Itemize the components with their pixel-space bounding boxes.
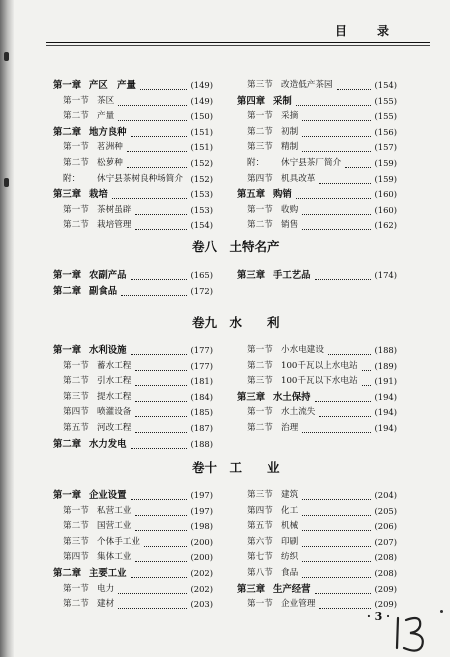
toc-section-entry[interactable]	[237, 405, 397, 421]
dot-leader	[127, 150, 187, 152]
entry-label: 第三章	[237, 391, 266, 403]
entry-title: 松萝种	[97, 157, 123, 168]
entry-label: 第二节	[247, 126, 273, 137]
dot-leader	[135, 560, 187, 562]
entry-title: 电力	[97, 583, 115, 594]
dot-leader	[140, 88, 187, 90]
dot-leader	[118, 119, 187, 121]
dot-leader	[302, 514, 371, 516]
toc-section-entry[interactable]	[237, 519, 397, 535]
entry-title: 国营工业	[97, 521, 132, 532]
toc-chapter-entry[interactable]	[237, 390, 397, 406]
entry-label: 第一节	[247, 111, 273, 122]
toc-column	[237, 268, 397, 284]
entry-title: 机械	[281, 521, 299, 532]
entry-label: 第二章	[53, 285, 82, 297]
toc-section-entry[interactable]	[237, 550, 397, 566]
toc-column	[53, 268, 213, 299]
entry-title: 蓄水工程	[97, 360, 132, 371]
entry-title: 栽培	[89, 189, 108, 201]
entry-label: 第五节	[247, 521, 273, 532]
entry-page: (197)	[190, 505, 213, 516]
entry-page: (162)	[374, 220, 397, 231]
entry-page: (150)	[190, 111, 213, 122]
toc-section-entry[interactable]	[237, 203, 397, 219]
entry-label: 第二节	[63, 220, 89, 231]
dot-leader	[135, 400, 187, 402]
entry-label: 第三节	[247, 80, 273, 90]
entry-title: 销售	[281, 220, 299, 231]
toc-section-entry[interactable]	[53, 421, 213, 437]
toc-chapter-entry[interactable]	[53, 437, 213, 453]
toc-section-entry[interactable]	[237, 78, 397, 94]
dot-leader	[302, 431, 371, 433]
entry-page: (177)	[190, 360, 213, 371]
dot-leader	[135, 529, 187, 531]
entry-page: (207)	[374, 536, 397, 547]
toc-chapter-entry[interactable]	[53, 488, 213, 504]
entry-title: 100千瓦以上水电站	[281, 360, 358, 371]
entry-label: 第五节	[63, 422, 89, 433]
toc-section-entry[interactable]	[53, 374, 213, 390]
dot-leader	[345, 166, 371, 168]
entry-label: 附：	[63, 173, 81, 184]
entry-title: 手工艺品	[273, 270, 311, 281]
toc-section-entry[interactable]	[53, 535, 213, 551]
entry-label: 第一节	[247, 407, 273, 418]
entry-page: (159)	[374, 157, 397, 168]
entry-label: 第一节	[63, 142, 89, 153]
entry-page: (174)	[374, 270, 397, 280]
dot-leader	[302, 576, 371, 578]
entry-page: (194)	[374, 391, 397, 402]
dot-leader	[131, 278, 187, 280]
page-mark-dot	[440, 610, 443, 613]
entry-label: 第二章	[53, 126, 82, 138]
entry-page: (154)	[374, 80, 397, 90]
toc-chapter-entry[interactable]	[53, 78, 213, 94]
entry-title: 水土保持	[273, 391, 311, 403]
entry-title: 茶树虽辟	[97, 204, 132, 215]
entry-page: (154)	[190, 220, 213, 231]
entry-title: 提水工程	[97, 391, 132, 402]
toc-section-entry[interactable]	[53, 109, 213, 125]
handwritten-page-mark	[392, 612, 432, 654]
toc-section-entry[interactable]	[53, 359, 213, 375]
entry-label: 第一节	[247, 599, 273, 610]
toc-chapter-entry[interactable]	[53, 343, 213, 359]
entry-page: (159)	[374, 173, 397, 184]
entry-title: 产量	[97, 111, 115, 122]
entry-title: 引水工程	[97, 376, 132, 387]
entry-page: (203)	[190, 599, 213, 610]
entry-label: 第一节	[63, 583, 89, 594]
entry-page: (200)	[190, 552, 213, 563]
toc-section-entry[interactable]	[237, 359, 397, 375]
dot-leader	[302, 545, 371, 547]
toc-chapter-entry[interactable]	[237, 94, 397, 110]
entry-title: 购销	[273, 189, 292, 201]
entry-label: 第一节	[63, 505, 89, 516]
entry-label: 第一章	[53, 490, 82, 501]
toc-section-entry[interactable]	[53, 504, 213, 520]
entry-page: (160)	[374, 204, 397, 215]
entry-page: (149)	[190, 95, 213, 106]
dot-leader	[302, 213, 371, 215]
header-rule	[46, 42, 430, 43]
entry-page: (155)	[374, 95, 397, 106]
entry-label: 第一节	[63, 360, 89, 371]
entry-page: (202)	[190, 583, 213, 594]
toc-section-entry[interactable]	[237, 109, 397, 125]
dot-leader	[302, 119, 371, 121]
dot-leader	[337, 88, 371, 90]
entry-title: 集体工业	[97, 552, 132, 563]
entry-label: 第三节	[63, 391, 89, 402]
binding-hole	[4, 52, 9, 61]
toc-section-entry[interactable]	[53, 390, 213, 406]
entry-page: (151)	[190, 142, 213, 153]
entry-label: 第六节	[247, 536, 273, 547]
toc-section-entry[interactable]	[237, 140, 397, 156]
entry-label: 第一节	[63, 95, 89, 106]
entry-page: (188)	[374, 345, 397, 355]
toc-section-entry[interactable]	[53, 597, 213, 613]
toc-column	[237, 488, 397, 613]
entry-label: 第三节	[63, 536, 89, 547]
dot-leader	[127, 166, 187, 168]
entry-title: 收购	[281, 204, 299, 215]
toc-section-entry[interactable]	[53, 140, 213, 156]
entry-page: (157)	[374, 142, 397, 153]
entry-page: (202)	[190, 567, 213, 578]
dot-leader	[131, 353, 187, 355]
toc-section-entry[interactable]	[53, 550, 213, 566]
entry-label: 第一节	[247, 204, 273, 215]
toc-chapter-entry[interactable]	[53, 187, 213, 203]
toc-section-entry[interactable]	[53, 156, 213, 172]
entry-title: 100千瓦以下水电站	[281, 376, 358, 387]
entry-title: 河改工程	[97, 422, 132, 433]
entry-title: 小水电建设	[281, 345, 324, 355]
entry-label: 第二节	[63, 521, 89, 532]
entry-title: 水力发电	[89, 438, 127, 450]
dot-leader	[362, 369, 371, 371]
entry-page: (208)	[374, 567, 397, 578]
toc-section-entry[interactable]	[237, 535, 397, 551]
entry-page: (153)	[190, 189, 213, 200]
entry-title: 纺织	[281, 552, 299, 563]
dot-leader	[328, 353, 371, 355]
entry-page: (152)	[190, 157, 213, 168]
page-spine-shadow	[0, 0, 14, 657]
entry-title: 企业管理	[281, 599, 316, 610]
entry-page: (198)	[190, 521, 213, 532]
entry-page: (204)	[374, 490, 397, 500]
dot-leader	[131, 447, 187, 449]
dot-leader	[302, 135, 371, 137]
dot-leader	[302, 498, 371, 500]
entry-label: 第五章	[237, 189, 266, 201]
entry-page: (209)	[374, 599, 397, 610]
entry-page: (151)	[190, 126, 213, 137]
entry-page: (208)	[374, 552, 397, 563]
entry-title: 精制	[281, 142, 299, 153]
toc-chapter-entry[interactable]	[237, 582, 397, 598]
entry-page: (197)	[190, 490, 213, 500]
entry-page: (172)	[190, 285, 213, 296]
entry-page: (200)	[190, 536, 213, 547]
toc-section-entry[interactable]	[53, 582, 213, 598]
entry-page: (185)	[190, 407, 213, 418]
toc-column	[237, 78, 397, 234]
entry-label: 第二节	[247, 422, 273, 433]
entry-title: 治理	[281, 422, 299, 433]
toc-section-entry[interactable]	[53, 405, 213, 421]
dot-leader	[135, 369, 187, 371]
entry-label: 第二节	[63, 157, 89, 168]
entry-label: 第二章	[53, 438, 82, 450]
toc-section-entry[interactable]	[237, 343, 397, 359]
entry-page: (189)	[374, 360, 397, 371]
entry-title: 茶区	[97, 95, 115, 106]
entry-label: 第七节	[247, 552, 273, 563]
entry-title: 主要工业	[89, 567, 127, 579]
entry-label: 第八节	[247, 567, 273, 578]
entry-label: 第一节	[63, 204, 89, 215]
entry-page: (191)	[374, 376, 397, 387]
toc-column	[237, 343, 397, 437]
toc-chapter-entry[interactable]	[237, 268, 397, 284]
dot-leader	[302, 560, 371, 562]
dot-leader	[131, 135, 187, 137]
entry-title: 私营工业	[97, 505, 132, 516]
dot-leader	[121, 294, 187, 296]
entry-title: 水土流失	[281, 407, 316, 418]
volume-title: 卷九 水 利	[192, 315, 280, 330]
toc-chapter-entry[interactable]	[53, 566, 213, 582]
toc-section-entry[interactable]	[237, 218, 397, 234]
dot-leader	[118, 592, 187, 594]
entry-title: 个体手工业	[97, 536, 140, 547]
toc-section-entry[interactable]	[53, 94, 213, 110]
volume-title: 卷十 工 业	[192, 460, 280, 475]
entry-label: 第三节	[247, 142, 273, 153]
dot-leader	[302, 529, 371, 531]
toc-column	[53, 488, 213, 613]
header-rule-thin	[46, 45, 430, 46]
toc-chapter-entry[interactable]	[237, 187, 397, 203]
toc-section-entry[interactable]	[53, 172, 213, 188]
entry-title: 栽培管理	[97, 220, 132, 231]
dot-leader	[135, 228, 187, 230]
toc-chapter-entry[interactable]	[53, 284, 213, 300]
toc-section-entry[interactable]	[237, 374, 397, 390]
entry-label: 第一章	[53, 345, 82, 356]
entry-page: (206)	[374, 521, 397, 532]
dot-leader	[319, 182, 371, 184]
entry-page: (156)	[374, 126, 397, 137]
toc-section-entry[interactable]	[53, 203, 213, 219]
dot-leader	[118, 104, 187, 106]
dot-leader	[135, 431, 187, 433]
toc-column	[53, 78, 213, 234]
entry-title: 建材	[97, 599, 115, 610]
entry-label: 第四节	[247, 505, 273, 516]
entry-page: (152)	[190, 173, 213, 184]
dot-leader	[315, 278, 371, 280]
toc-section-entry[interactable]	[237, 125, 397, 141]
entry-page: (194)	[374, 422, 397, 433]
entry-page: (155)	[374, 111, 397, 122]
entry-title: 茗洲种	[97, 142, 123, 153]
dot-leader	[131, 498, 187, 500]
entry-label: 第二节	[63, 599, 89, 610]
entry-label: 第四节	[247, 173, 273, 184]
entry-label: 第四节	[63, 552, 89, 563]
entry-label: 第二节	[63, 111, 89, 122]
toc-section-entry[interactable]	[237, 172, 397, 188]
entry-title: 机具改革	[281, 173, 316, 184]
entry-title: 采制	[273, 95, 292, 107]
entry-title: 副食品	[89, 285, 118, 297]
page-number: · 3 ·	[367, 610, 390, 623]
entry-label: 第二章	[53, 567, 82, 579]
entry-page: (184)	[190, 391, 213, 402]
dot-leader	[319, 607, 371, 609]
dot-leader	[362, 384, 371, 386]
entry-title: 初制	[281, 126, 299, 137]
dot-leader	[131, 576, 187, 578]
entry-page: (149)	[190, 80, 213, 90]
entry-page: (188)	[190, 438, 213, 449]
entry-label: 第三章	[53, 189, 82, 201]
toc-section-entry[interactable]	[237, 156, 397, 172]
entry-label: 第三节	[247, 490, 273, 500]
entry-page: (205)	[374, 505, 397, 516]
toc-section-entry[interactable]	[237, 504, 397, 520]
dot-leader	[135, 384, 187, 386]
toc-chapter-entry[interactable]	[53, 268, 213, 284]
dot-leader	[118, 607, 187, 609]
entry-label: 第三节	[247, 376, 273, 387]
dot-leader	[302, 228, 371, 230]
entry-title: 产区 产量	[89, 80, 136, 91]
entry-title: 生产经营	[273, 583, 311, 595]
entry-title: 喷灌设备	[97, 407, 132, 418]
dot-leader	[315, 400, 371, 402]
dot-leader	[319, 415, 371, 417]
toc-section-entry[interactable]	[53, 519, 213, 535]
page-header-title: 目 录	[334, 24, 398, 38]
toc-section-entry[interactable]	[237, 488, 397, 504]
entry-title: 休宁县茶厂简介	[281, 157, 342, 168]
entry-label: 第三章	[237, 270, 266, 281]
entry-page: (194)	[374, 407, 397, 418]
dot-leader	[135, 213, 187, 215]
entry-page: (160)	[374, 189, 397, 200]
dot-leader	[112, 197, 187, 199]
entry-title: 化工	[281, 505, 299, 516]
volume-title: 卷八 土特名产	[192, 239, 280, 254]
dot-leader	[135, 514, 187, 516]
dot-leader	[296, 104, 371, 106]
entry-label: 第二节	[63, 376, 89, 387]
entry-page: (181)	[190, 376, 213, 387]
entry-label: 第四节	[63, 407, 89, 418]
toc-section-entry[interactable]	[53, 218, 213, 234]
entry-title: 地方良种	[89, 126, 127, 138]
entry-label: 第三章	[237, 583, 266, 595]
dot-leader	[135, 415, 187, 417]
entry-label: 第四章	[237, 95, 266, 107]
entry-page: (153)	[190, 204, 213, 215]
toc-column	[53, 343, 213, 452]
entry-title: 水利设施	[89, 345, 127, 356]
dot-leader	[302, 150, 371, 152]
entry-title: 农副产品	[89, 270, 127, 281]
binding-hole	[4, 178, 9, 187]
entry-label: 第一章	[53, 270, 82, 281]
toc-section-entry[interactable]	[237, 566, 397, 582]
entry-label: 第一章	[53, 80, 82, 91]
entry-title: 印刷	[281, 536, 299, 547]
entry-title: 企业设置	[89, 490, 127, 501]
entry-page: (209)	[374, 583, 397, 594]
entry-label: 第二节	[247, 220, 273, 231]
toc-chapter-entry[interactable]	[53, 125, 213, 141]
entry-title: 休宁县茶树良种场简介	[97, 173, 183, 184]
entry-title: 改造低产茶园	[281, 80, 333, 90]
entry-title: 采摘	[281, 111, 299, 122]
entry-page: (165)	[190, 270, 213, 280]
entry-title: 建筑	[281, 490, 299, 500]
entry-label: 附：	[247, 157, 265, 168]
dot-leader	[315, 592, 371, 594]
toc-section-entry[interactable]	[237, 421, 397, 437]
entry-page: (187)	[190, 422, 213, 433]
entry-label: 第一节	[247, 345, 273, 355]
dot-leader	[296, 197, 371, 199]
entry-page: (177)	[190, 345, 213, 355]
dot-leader	[144, 545, 187, 547]
entry-label: 第二节	[247, 360, 273, 371]
entry-title: 食品	[281, 567, 299, 578]
